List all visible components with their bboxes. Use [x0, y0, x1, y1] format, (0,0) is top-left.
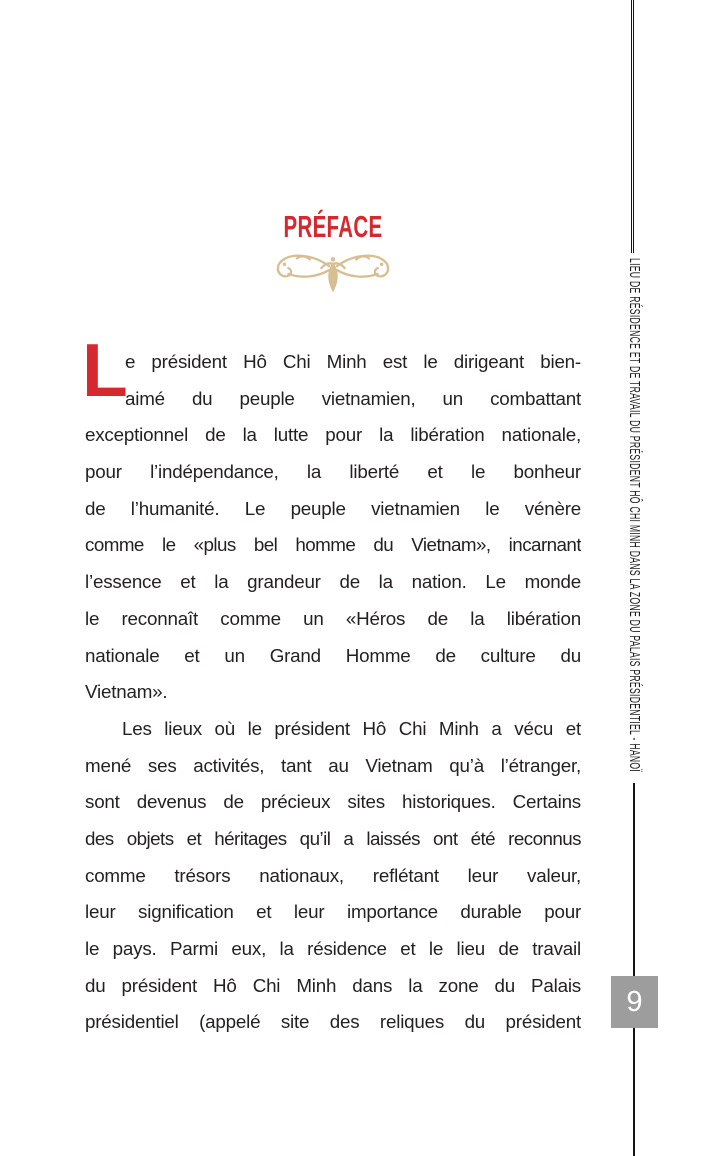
preface-body — [82, 328, 581, 1041]
page-title-text: PRÉFACE — [283, 209, 383, 244]
body-line: aimé du peuple vietnamien, un combattant — [125, 387, 581, 409]
body-line: l’essence et la grandeur de la nation. Le monde — [85, 571, 581, 593]
body-line: du président Hô Chi Minh dans la zone du Palais — [85, 974, 581, 996]
body-line: comme le «plus bel homme du Vietnam», incarnant — [85, 534, 581, 556]
body-line: comme trésors nationaux, reflétant leur valeur, — [85, 864, 581, 886]
body-line: nationale et un Grand Homme de culture du — [85, 644, 581, 666]
body-line: le reconnaît comme un «Héros de la libération — [85, 607, 581, 629]
floral-ornament-icon — [265, 249, 401, 295]
body-line: Les lieux où le président Hô Chi Minh a vécu et — [122, 717, 581, 739]
body-line: sont devenus de précieux sites historiques. Certains — [85, 791, 581, 813]
body-line: exceptionnel de la lutte pour la libération nationale, — [85, 424, 581, 446]
page-title — [85, 211, 581, 242]
body-line: leur signification et leur importance durable pour — [85, 901, 581, 923]
single-rule — [633, 783, 635, 1156]
body-line: mené ses activités, tant au Vietnam qu’à l’étranger, — [85, 754, 581, 776]
drop-cap: L — [82, 328, 128, 412]
page-number: 9 — [626, 985, 643, 1018]
double-rule — [631, 0, 634, 253]
page-number-badge — [611, 976, 658, 1028]
body-line: pour l’indépendance, la liberté et le bonheur — [85, 461, 581, 483]
body-line: e président Hô Chi Minh est le dirigeant bien- — [125, 351, 581, 372]
body-line: de l’humanité. Le peuple vietnamien le vénère — [85, 497, 581, 519]
body-line: Vietnam». — [85, 681, 168, 703]
body-line: des objets et héritages qu’il a laissés ont été reconnus — [85, 827, 581, 849]
body-line: le pays. Parmi eux, la résidence et le lieu de travail — [85, 938, 581, 959]
sidebar-vertical-title: LIEU DE RÉSIDENCE ET DE TRAVAIL DU PRÉSIDENT HÔ CHI MINH DANS LA ZONE DU PALAIS PRÉSIDENTIEL - HANOÏ — [626, 258, 643, 773]
body-line: présidentiel (appelé site des reliques du président — [85, 1011, 581, 1033]
